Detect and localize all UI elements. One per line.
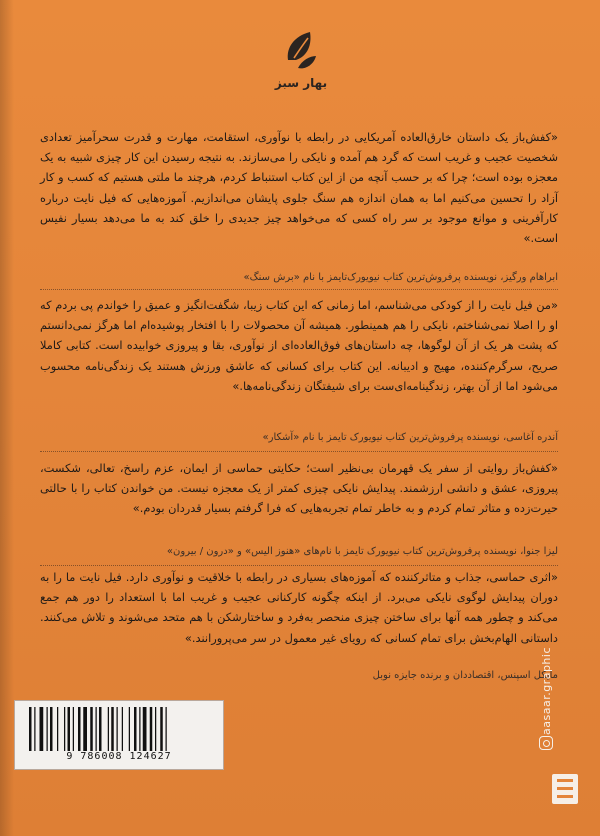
barcode-icon bbox=[27, 707, 211, 751]
isbn-number: 9 786008 124627 bbox=[66, 751, 172, 762]
review-attribution-4: مایکل اسپنس، اقتصاددان و برنده جایزه نوبل bbox=[372, 670, 558, 681]
divider bbox=[40, 289, 558, 291]
spine-shadow bbox=[0, 0, 14, 836]
review-attribution-2: آندره آغاسی، نویسنده پرفروش‌ترین کتاب نیویورک تایمز با نام «آشکار» bbox=[262, 432, 558, 443]
review-text-2: «من فیل نایت را از کودکی می‌شناسم، اما زمانی که این کتاب زیبا، شگفت‌انگیز و عمیق را خواندم پی بردم که او را اصلا نمی‌شناختم، نایکی را هم همینطور. همیشه آن محصولات را با افتخار پوشیده‌ام اما هرگز نمی‌دانستم که پشت هر یک از آن لوگوها، چه داستان‌های فوق‌العاده‌ای از نوآوری، بقا و پیروزی خوابیده است. کتابی کاملا صریح، سرگرم‌کننده، مهیج و ادیبانه. این کتاب برای کسانی که عاشق ورزش هستند یک زندگی‌نامه محسوب می‌شود اما از آن بهتر، زندگینامه‌ای‌ست برای شیفتگان زندگی‌نامه‌ها.» bbox=[40, 298, 558, 393]
leaf-logo-icon bbox=[284, 30, 318, 72]
brand-badge-icon bbox=[552, 774, 578, 804]
isbn-barcode bbox=[14, 700, 224, 770]
publisher-name: بهار سبز bbox=[274, 76, 328, 90]
divider bbox=[40, 451, 558, 453]
review-attribution-1: ابراهام ورگیز، نویسنده پرفروش‌ترین کتاب نیویورک‌تایمز با نام «برش سنگ» bbox=[243, 272, 558, 283]
review-text-1: «کفش‌باز یک داستان خارق‌العاده آمریکایی در رابطه با نوآوری، استقامت، مهارت و قدرت سحرآمیز تعدادی شخصیت عجیب و غریب است که گرد هم آمده و نایکی را می‌سازند. به نتیجه رسیدن این کار چیزی شبیه به یک معجزه بوده است؛ چرا که بر حسب آنچه من از این کتاب استنباط کردم، هرچند ما ملتی هستیم که کسب و کار آزاد را تحسین می‌کنیم اما به همان اندازه هم سنگ جلوی پایشان می‌اندازیم. آموزه‌هایی که فیل نایت درباره کارآفرینی و موانع موجود بر سر راه کسی که می‌خواهد چیز جدیدی را خلق کند به ما می‌دهد بسیار نفیس است.» bbox=[40, 130, 558, 246]
social-handle: aasaar.graphic bbox=[540, 646, 553, 735]
publisher-logo bbox=[270, 30, 332, 100]
review-attribution-3: لیزا جنوا، نویسنده پرفروش‌ترین کتاب نیویورک تایمز با نام‌های «هنوز الیس» و «درون / بیرون» bbox=[166, 546, 558, 557]
instagram-icon bbox=[539, 736, 553, 750]
review-text-3: «کفش‌باز روایتی از سفر یک قهرمان بی‌نظیر است؛ حکایتی حماسی از ایمان، عزم راسخ، تعالی، شکست، پیروزی، عشق و دانشی ارزشمند. پیدایش نایکی چیزی کمتر از یک معجزه نیست. من خواندن کتاب را با حالتی حیرت‌زده و متاثر تمام کردم و به خاطر تمام تجربه‌هایی که فرا گرفتم بسیار قدردان بودم.» bbox=[40, 461, 558, 516]
review-text-4: «اثری حماسی، جذاب و متاثرکننده که آموزه‌های بسیاری در رابطه با خلاقیت و نوآوری دارد. فیل نایت ما را به دوران پیدایش لوگوی نایکی می‌برد. از اینکه چگونه کارکنانی عجیب و غریب اما با استعداد را دور هم جمع می‌کند و چطور همه آنها برای ساختن چیزی منحصر به‌فرد و ساختارشکن با هم متحد می‌شوند و تلاش می‌کنند. داستانی الهام‌بخش برای تمام کسانی که رویای غیر معمول در سر می‌پرورانند.» bbox=[40, 570, 558, 645]
